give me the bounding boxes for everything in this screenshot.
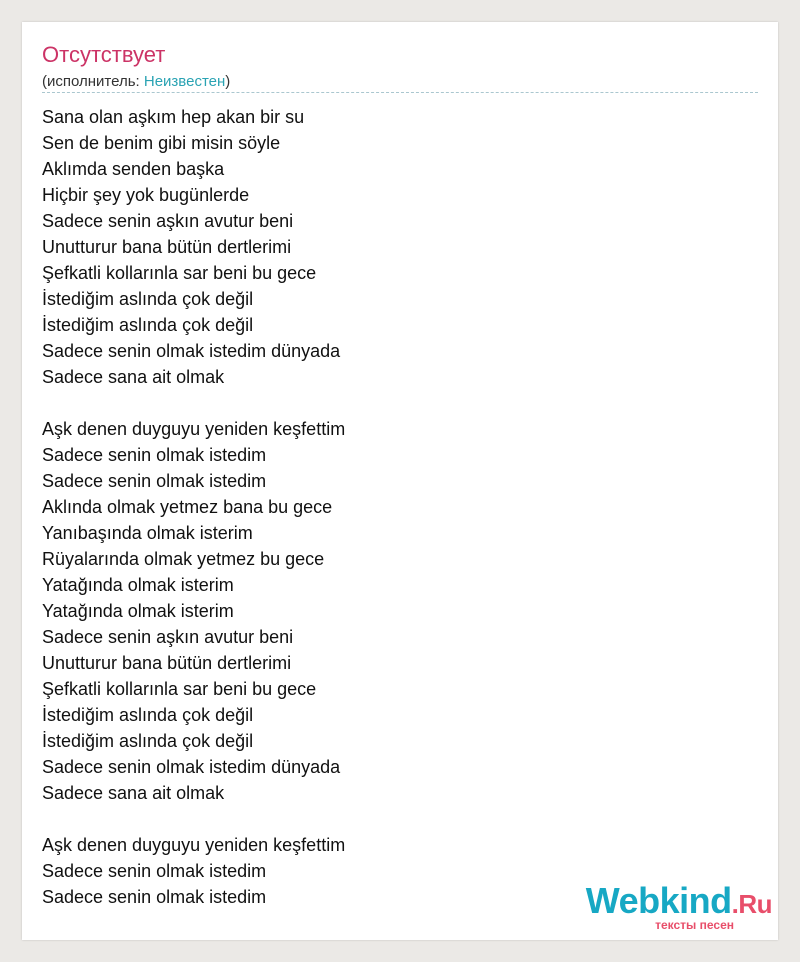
lyrics-line: Aklımda senden başka	[42, 159, 225, 179]
lyrics-line: İstediğim aslında çok değil	[42, 731, 254, 751]
lyrics-line: Aklında olmak yetmez bana bu gece	[42, 497, 333, 517]
lyrics-line: Unutturur bana bütün dertlerimi	[42, 237, 292, 257]
site-logo[interactable]	[585, 880, 772, 932]
lyrics-line: Sadece senin olmak istedim	[42, 887, 267, 907]
artist-line	[42, 73, 230, 90]
artist-link[interactable]: Неизвестен	[143, 73, 226, 90]
lyrics-line: Sadece sana ait olmak	[42, 783, 225, 803]
lyrics-line: Unutturur bana bütün dertlerimi	[42, 653, 292, 673]
lyrics-line: Sadece senin olmak istedim dünyada	[42, 757, 341, 777]
lyrics-line: Sana olan aşkım hep akan bir su	[42, 107, 305, 127]
lyrics-text	[42, 104, 345, 910]
stanza-break	[42, 806, 345, 832]
logo-name: Webkind	[585, 880, 732, 921]
lyrics-line: İstediğim aslında çok değil	[42, 705, 254, 725]
song-title: Отсутствует	[42, 42, 166, 67]
lyrics-line: Şefkatli kollarınla sar beni bu gece	[42, 263, 317, 283]
logo-tagline: тексты песен	[655, 918, 734, 932]
stanza-break	[42, 390, 345, 416]
lyrics-line: Sadece sana ait olmak	[42, 367, 225, 387]
lyrics-line: Sadece senin olmak istedim	[42, 445, 267, 465]
lyrics-line: Yatağında olmak isterim	[42, 575, 234, 595]
lyrics-card	[22, 22, 778, 940]
lyrics-line: Sadece senin aşkın avutur beni	[42, 627, 294, 647]
lyrics-line: Hiçbir şey yok bugünlerde	[42, 185, 250, 205]
logo-tld: .Ru	[731, 889, 772, 919]
lyrics-line: Yatağında olmak isterim	[42, 601, 234, 621]
lyrics-line: Rüyalarında olmak yetmez bu gece	[42, 549, 325, 569]
lyrics-line: İstediğim aslında çok değil	[42, 289, 254, 309]
lyrics-line: Sadece senin olmak istedim	[42, 471, 267, 491]
lyrics-line: Sen de benim gibi misin söyle	[42, 133, 281, 153]
artist-prefix: (исполнитель:	[42, 73, 144, 90]
lyrics-line: Sadece senin olmak istedim dünyada	[42, 341, 341, 361]
lyrics-line: Şefkatli kollarınla sar beni bu gece	[42, 679, 317, 699]
lyrics-line: Yanıbaşında olmak isterim	[42, 523, 253, 543]
lyrics-line: Sadece senin aşkın avutur beni	[42, 211, 294, 231]
lyrics-line: Sadece senin olmak istedim	[42, 861, 267, 881]
artist-suffix: )	[225, 73, 231, 90]
title-divider	[42, 92, 758, 93]
lyrics-line: Aşk denen duyguyu yeniden keşfettim	[42, 419, 346, 439]
lyrics-line: İstediğim aslında çok değil	[42, 315, 254, 335]
lyrics-line: Aşk denen duyguyu yeniden keşfettim	[42, 835, 346, 855]
